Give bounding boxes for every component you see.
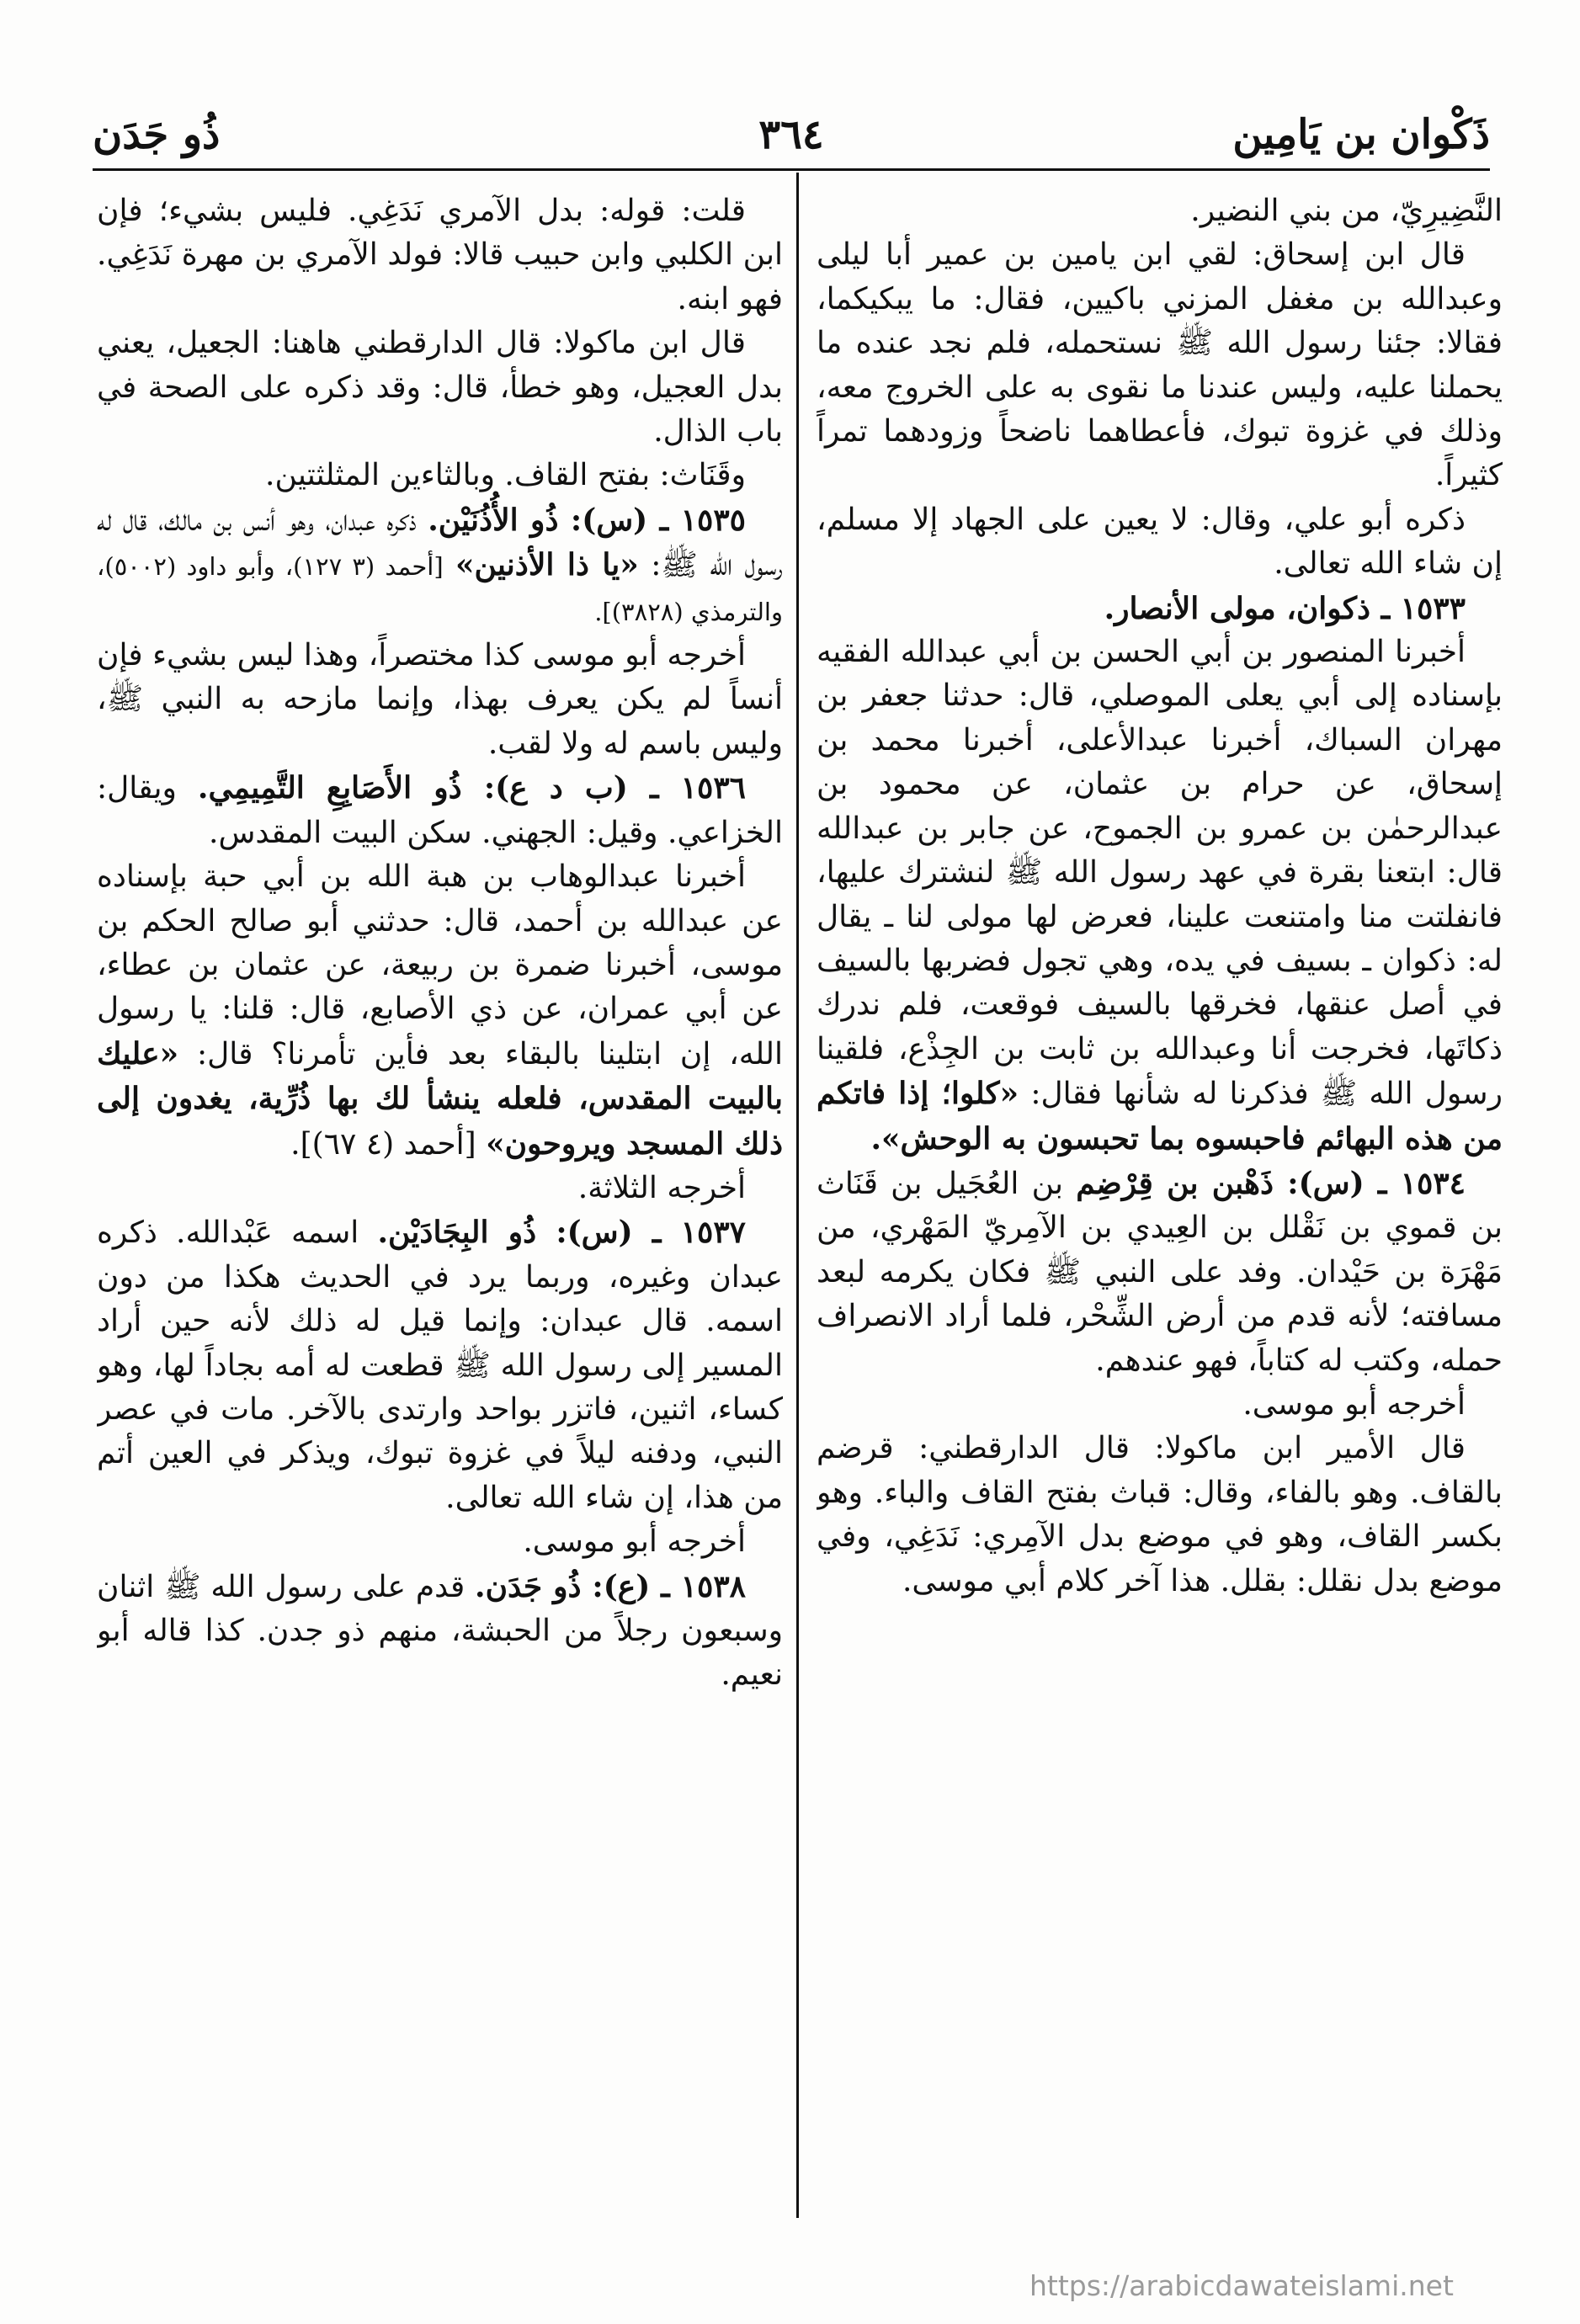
entry-1534 xyxy=(817,1162,1503,1383)
paragraph: قال ابن ماكولا: قال الدارقطني هاهنا: الجعيل، يعني بدل العجيل، وهو خطأ، قال: وقد ذكره على الصحة في باب الذال. xyxy=(97,326,783,449)
paragraph: النَّضِيرِيّ، من بني النضير. xyxy=(1190,194,1503,228)
paragraph: ذكره أبو علي، وقال: لا يعين على الجهاد إلا مسلم، إن شاء الله تعالى. xyxy=(817,502,1503,582)
entry-1538 xyxy=(97,1565,783,1698)
page-number: ٣٦٤ xyxy=(758,111,824,158)
citation: [أحمد (٣ ١٢٧)، وأبو داود (٥٠٠٢)، والترمذي (٣٨٢٨)]. xyxy=(97,552,783,626)
paragraph: أخرجه الثلاثة. xyxy=(577,1170,746,1205)
entry-heading-1535: ١٥٣٥ ـ (س): ذُو الأُذُنَيْن. xyxy=(428,502,746,538)
paragraph: قال الأمير ابن ماكولا: قال الدارقطني: قرضم بالقاف. وهو بالفاء، وقال: قباث بفتح القاف والباء. وهو بكسر القاف، وهو في موضع بدل الآمِري: نَدَغِي، وفي موضع بدل نقلل: بقلل. هذا آخر كلام أبي موسى. xyxy=(817,1431,1503,1598)
entry-heading-1534: ١٥٣٤ ـ (س): ذَهْبن بن قِرْضِم xyxy=(1076,1165,1466,1201)
paragraph-text: أخبرنا المنصور بن أبي الحسن بن أبي عبدالله الفقيه بإسناده إلى أبي يعلى الموصلي، قال: حدثنا جعفر بن مهران السباك، أخبرنا عبدالأعلى، أخبرنا محمد بن إسحاق، عن حرام بن عثمان، عن محمود بن عبدالرحمٰن بن عمرو بن الجموح، عن جابر بن عبدالله قال: ابتعنا بقرة في عهد رسول الله ﷺ لنشترك عليها، فانفلتت منا وامتنعت علينا، فعرض لها مولى لنا ـ يقال له: ذكوان ـ بسيف في يده، وهي تجول فضربها بالسيف في أصل عنقها، فخرقها بالسيف فوقعت، فلم ندرك ذكاتَها، فخرجت أنا وعبدالله بن ثابت بن الجِذْع، فلقينا رسول الله ﷺ فذكرنا له شأنها فقال: xyxy=(817,635,1503,1112)
paragraph-text: أخبرنا عبدالوهاب بن هبة الله بن أبي حبة بإسناده عن عبدالله بن أحمد، قال: حدثني أبو صالح الحكم بن موسى، أخبرنا ضمرة بن ربيعة، عن عثمان بن عطاء، عن أبي عمران، عن ذي الأصابع، قال: قلنا: يا رسول الله، إن ابتلينا بالبقاء بعد فأين تأمرنا؟ قال: xyxy=(97,859,783,1072)
paragraph xyxy=(97,855,783,1167)
entry-text: قدم على رسول الله ﷺ اثنان وسبعون رجلاً من الحبشة، منهم ذو جدن. كذا قاله أبو نعيم. xyxy=(97,1569,783,1693)
hadith-quote: «يا ذا الأذنين» xyxy=(455,547,639,583)
left-column xyxy=(97,189,783,2210)
paragraph: أخرجه أبو موسى. xyxy=(1242,1386,1466,1422)
hadith-quote: «عليك بالبيت المقدس، فلعله ينشأ لك بها ذُرِّية، يغدون إلى ذلك المسجد ويروحون» xyxy=(97,1035,783,1162)
entry-text: اسمه عَبْدالله. ذكره عبدان وغيره، وربما يرد في الحديث هكذا من دون اسمه. قال عبدان: وإنما قيل له ذلك لأنه حين أراد المسير إلى رسول الله ﷺ قطعت له أمه بجاداً لها، وهو كساء، اثنين، فاتزر بواحد وارتدى بالآخر. مات في عصر النبي، ودفنه ليلاً في غزوة تبوك، ويذكر في العين أتم من هذا، إن شاء الله تعالى. xyxy=(97,1215,783,1515)
entry-1536 xyxy=(97,766,783,855)
paragraph xyxy=(817,630,1503,1162)
running-title-right: ذَكْوان بن يَامِين xyxy=(1232,111,1490,158)
entry-1535 xyxy=(97,498,783,634)
entry-heading-1536: ١٥٣٦ ـ (ب د ع): ذُو الأَصَابِعِ التَّمِيمِي. xyxy=(197,770,746,806)
entry-text: ويقال: الخزاعي. وقيل: الجهني. سكن البيت المقدس. xyxy=(97,771,783,850)
right-column xyxy=(817,189,1503,2210)
citation: [أحمد (٤ ٦٧)]. xyxy=(290,1126,476,1162)
entry-text: بن العُجَيل بن قَنَاث بن قموي بن نَقْلل بن العِيدي بن الآمِريّ المَهْري، من مَهْرَة بن حَيْدان. وفد على النبي ﷺ فكان يكرمه لبعد مسافته؛ لأنه قدم من أرض الشِّحْر، فلما أراد الانصراف حمله، وكتب له كتاباً، فهو عندهم. xyxy=(817,1166,1503,1378)
source-url-watermark: https://arabicdawateislami.net xyxy=(1029,2269,1454,2302)
entry-heading-1533: ١٥٣٣ ـ ذكوان، مولى الأنصار. xyxy=(1104,590,1466,626)
entry-text: ذكره عبدان، وهو أنس بن مالك، قال له رسول الله ﷺ: xyxy=(97,503,783,583)
paragraph: أخرجه أبو موسى. xyxy=(523,1524,746,1560)
page-header xyxy=(93,101,1490,171)
paragraph: أخرجه أبو موسى كذا مختصراً، وهذا ليس بشيء فإن أنساً لم يكن يعرف بهذا، وإنما مازحه به النبي ﷺ، وليس باسم له ولا لقب. xyxy=(97,638,783,761)
hadith-quote: «كلوا؛ إذا فاتكم من هذه البهائم فاحبسوه بما تحبسون به الوحش». xyxy=(817,1076,1503,1157)
paragraph: قال ابن إسحاق: لقي ابن يامين بن عمير أبا ليلى وعبدالله بن مغفل المزني باكيين، فقال: ما يبكيكما، فقالا: جئنا رسول الله ﷺ نستحمله، فلم نجد عنده ما يحملنا عليه، وليس عندنا ما نقوى به على الخروج معه، وذلك في غزوة تبوك، فأعطاهما ناضحاً وزودهما تمراً كثيراً. xyxy=(817,237,1503,493)
entry-heading-1538: ١٥٣٨ ـ (ع): ذُو جَدَن. xyxy=(475,1568,746,1604)
column-divider xyxy=(796,173,799,2218)
entry-heading-1537: ١٥٣٧ ـ (س): ذُو البِجَادَيْن. xyxy=(377,1215,746,1251)
entry-1537 xyxy=(97,1210,783,1520)
running-title-left: ذُو جَدَن xyxy=(93,111,221,158)
paragraph: وقَنَاث: بفتح القاف. وبالثاءين المثلثتين. xyxy=(265,458,746,493)
paragraph: قلت: قوله: بدل الآمري نَدَغِي. فليس بشيء؛ فإن ابن الكلبي وابن حبيب قالا: فولد الآمري بن مهرة نَدَغِي. فهو ابنه. xyxy=(97,194,783,316)
